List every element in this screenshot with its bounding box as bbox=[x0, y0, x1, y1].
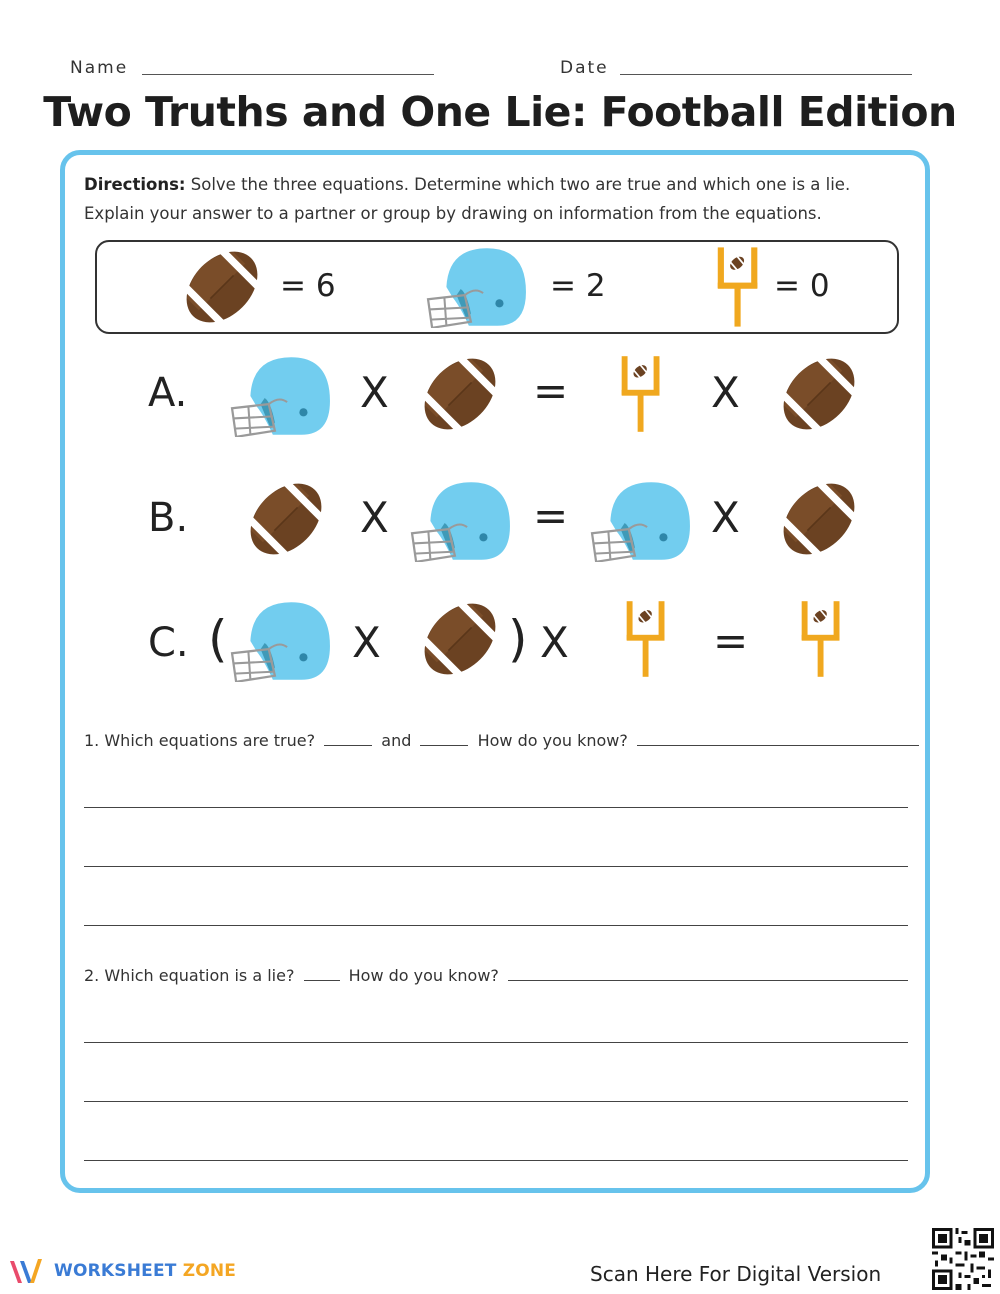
football-icon bbox=[245, 478, 327, 560]
answer-blank[interactable] bbox=[508, 979, 908, 981]
equation-b-label: B. bbox=[148, 495, 189, 541]
page-title: Two Truths and One Lie: Football Edition bbox=[43, 88, 957, 136]
question-1-prompt: 1. Which equations are true? bbox=[84, 731, 316, 750]
directions-text: Solve the three equations. Determine which two are true and which one is a lie. Explain your answer to a partner or group by drawing on information from the equations. bbox=[84, 175, 851, 223]
football-icon bbox=[778, 478, 860, 560]
helmet-value: = 2 bbox=[550, 268, 606, 304]
worksheet-zone-logo[interactable] bbox=[8, 1257, 236, 1285]
football-icon bbox=[419, 353, 501, 435]
helmet-icon bbox=[230, 600, 332, 682]
football-icon bbox=[419, 598, 501, 680]
question-1-how: How do you know? bbox=[477, 731, 628, 750]
writing-line[interactable] bbox=[84, 866, 908, 867]
writing-line[interactable] bbox=[84, 925, 908, 926]
times-sign: X bbox=[360, 368, 389, 417]
times-sign: X bbox=[540, 618, 569, 667]
football-value: = 6 bbox=[280, 268, 336, 304]
directions bbox=[84, 170, 914, 228]
brand-name-part2: ZONE bbox=[182, 1261, 237, 1281]
question-2 bbox=[84, 966, 912, 985]
qr-code-icon[interactable] bbox=[932, 1228, 994, 1290]
answer-blank[interactable] bbox=[304, 979, 340, 981]
goalpost-icon bbox=[620, 352, 662, 436]
answer-blank[interactable] bbox=[420, 744, 468, 746]
equation-a-label: A. bbox=[148, 370, 188, 416]
close-parenthesis: ) bbox=[508, 610, 528, 668]
times-sign: X bbox=[352, 618, 381, 667]
equals-sign: = bbox=[713, 616, 749, 665]
name-field-line[interactable] bbox=[142, 74, 434, 75]
name-label: Name bbox=[70, 58, 129, 78]
goalpost-icon bbox=[625, 597, 667, 681]
directions-label: Directions: bbox=[84, 175, 186, 194]
goalpost-icon bbox=[716, 245, 760, 329]
question-2-prompt: 2. Which equation is a lie? bbox=[84, 966, 295, 985]
question-1 bbox=[84, 731, 923, 750]
helmet-icon bbox=[590, 480, 692, 562]
question-1-and: and bbox=[381, 731, 412, 750]
writing-line[interactable] bbox=[84, 1160, 908, 1161]
helmet-icon bbox=[410, 480, 512, 562]
equals-sign: = bbox=[533, 366, 569, 415]
equals-sign: = bbox=[533, 491, 569, 540]
brand-name-part1: WORKSHEET bbox=[54, 1261, 177, 1281]
date-field-line[interactable] bbox=[620, 74, 912, 75]
writing-line[interactable] bbox=[84, 807, 908, 808]
times-sign: X bbox=[711, 368, 740, 417]
writing-line[interactable] bbox=[84, 1101, 908, 1102]
brand-name bbox=[54, 1261, 236, 1281]
goalpost-value: = 0 bbox=[774, 268, 830, 304]
equation-c-label: C. bbox=[148, 620, 189, 666]
worksheet-zone-logo-icon bbox=[8, 1257, 46, 1285]
question-2-how: How do you know? bbox=[348, 966, 499, 985]
answer-blank[interactable] bbox=[324, 744, 372, 746]
helmet-icon bbox=[230, 355, 332, 437]
answer-blank[interactable] bbox=[637, 744, 919, 746]
scan-for-digital-text: Scan Here For Digital Version bbox=[590, 1262, 882, 1286]
open-parenthesis: ( bbox=[208, 610, 228, 668]
times-sign: X bbox=[360, 493, 389, 542]
times-sign: X bbox=[711, 493, 740, 542]
goalpost-icon bbox=[800, 597, 842, 681]
football-icon bbox=[778, 353, 860, 435]
football-icon bbox=[181, 246, 263, 328]
date-label: Date bbox=[560, 58, 609, 78]
helmet-icon bbox=[426, 246, 528, 328]
writing-line[interactable] bbox=[84, 1042, 908, 1043]
